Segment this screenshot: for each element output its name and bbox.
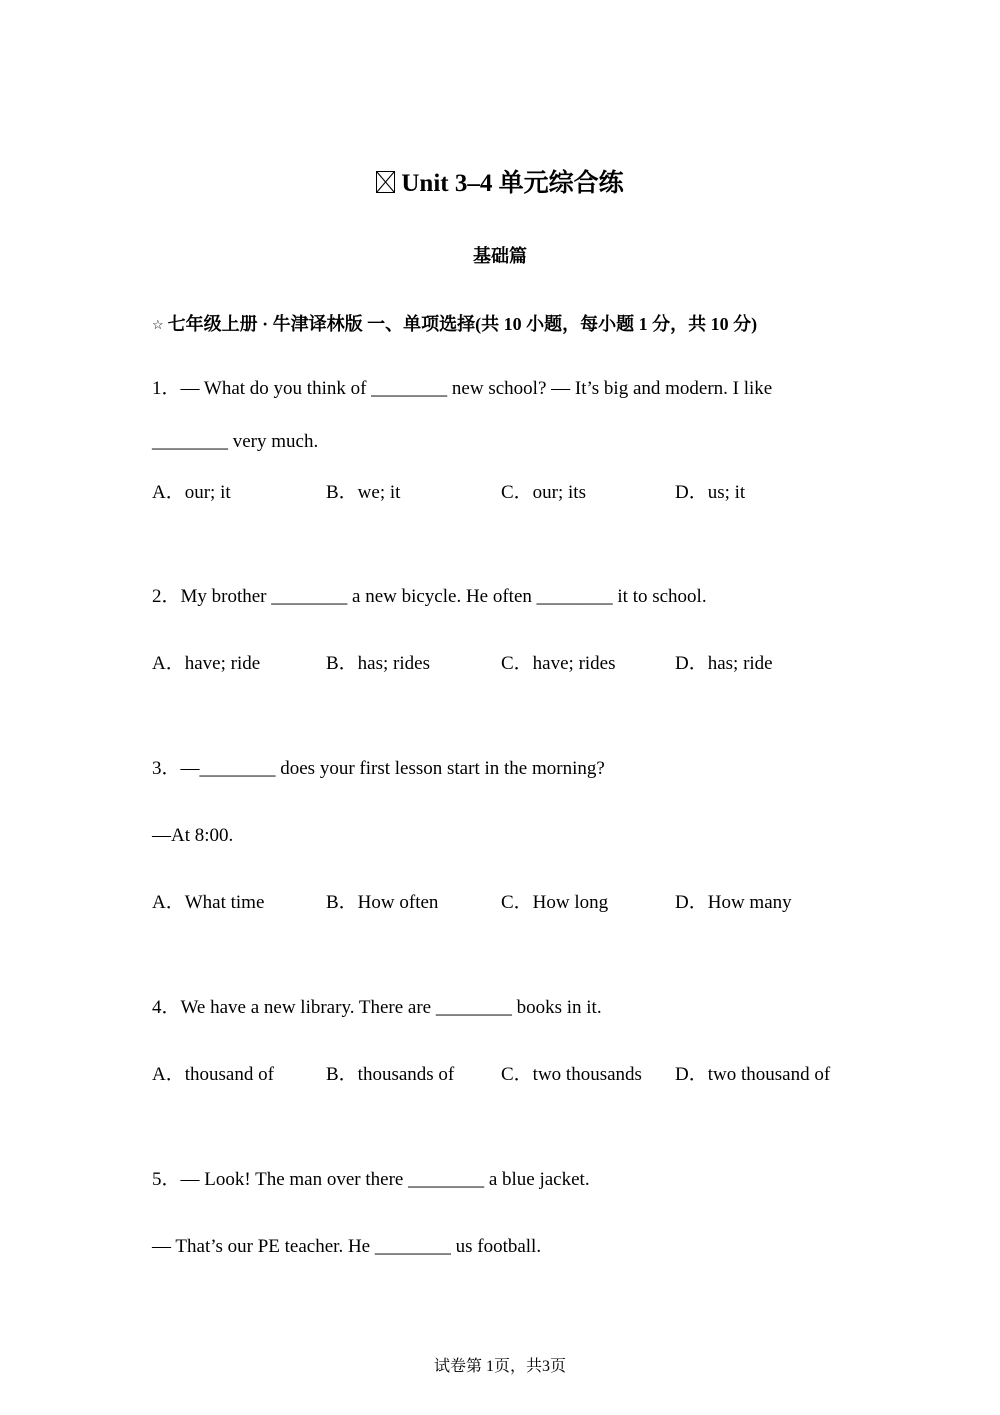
question-1-option-d: D．us; it: [675, 482, 746, 503]
question-2-option-b: B．has; rides: [326, 653, 430, 674]
question-2-option-d: D．has; ride: [675, 653, 773, 674]
question-1-option-a: A．our; it: [152, 482, 231, 503]
question-1-option-c: C．our; its: [501, 482, 586, 503]
page-footer: 试卷第 1页，共3页: [433, 1358, 566, 1375]
question-4-option-b: B．thousands of: [326, 1064, 455, 1085]
page-title: [0, 166, 1000, 202]
question-3-options: [152, 890, 912, 916]
section-heading: [152, 311, 757, 338]
question-2-line-1: 2．My brother ________ a new bicycle. He often ________ it to school.: [152, 586, 707, 607]
question-4-line-1: 4．We have a new library. There are ________ books in it.: [152, 997, 602, 1018]
question-1-options: [152, 480, 912, 506]
question-3-option-c: C．How long: [501, 892, 609, 913]
question-5-line-2: — That’s our PE teacher. He ________ us football.: [152, 1236, 542, 1257]
question-4-option-c: C．two thousands: [501, 1064, 642, 1085]
question-3-line-1: 3．—________ does your first lesson start in the morning?: [152, 758, 605, 779]
question-2-option-c: C．have; rides: [501, 653, 616, 674]
question-1-line-2: ________ very much.: [152, 431, 319, 452]
star-icon: ☆: [152, 317, 164, 332]
question-3-option-b: B．How often: [326, 892, 439, 913]
question-1-line-1: 1．— What do you think of ________ new school? — It’s big and modern. I like: [152, 378, 773, 399]
question-4-options: [152, 1062, 912, 1088]
page-subtitle: 基础篇: [473, 246, 527, 266]
question-2-options: [152, 651, 912, 677]
question-3-option-d: D．How many: [675, 892, 792, 913]
checkbox-icon: [376, 171, 395, 193]
question-5-line-1: 5．— Look! The man over there ________ a blue jacket.: [152, 1169, 590, 1190]
question-4-option-a: A．thousand of: [152, 1064, 274, 1085]
question-2-option-a: A．have; ride: [152, 653, 261, 674]
section-heading-text: 七年级上册 · 牛津译林版 一、单项选择(共 10 小题，每小题 1 分，共 10 分): [167, 314, 758, 334]
question-3-line-2: —At 8:00.: [152, 825, 234, 846]
question-4-option-d: D．two thousand of: [675, 1064, 831, 1085]
question-1-option-b: B．we; it: [326, 482, 401, 503]
question-3-option-a: A．What time: [152, 892, 265, 913]
page-title-text: Unit 3–4 单元综合练: [401, 170, 624, 197]
